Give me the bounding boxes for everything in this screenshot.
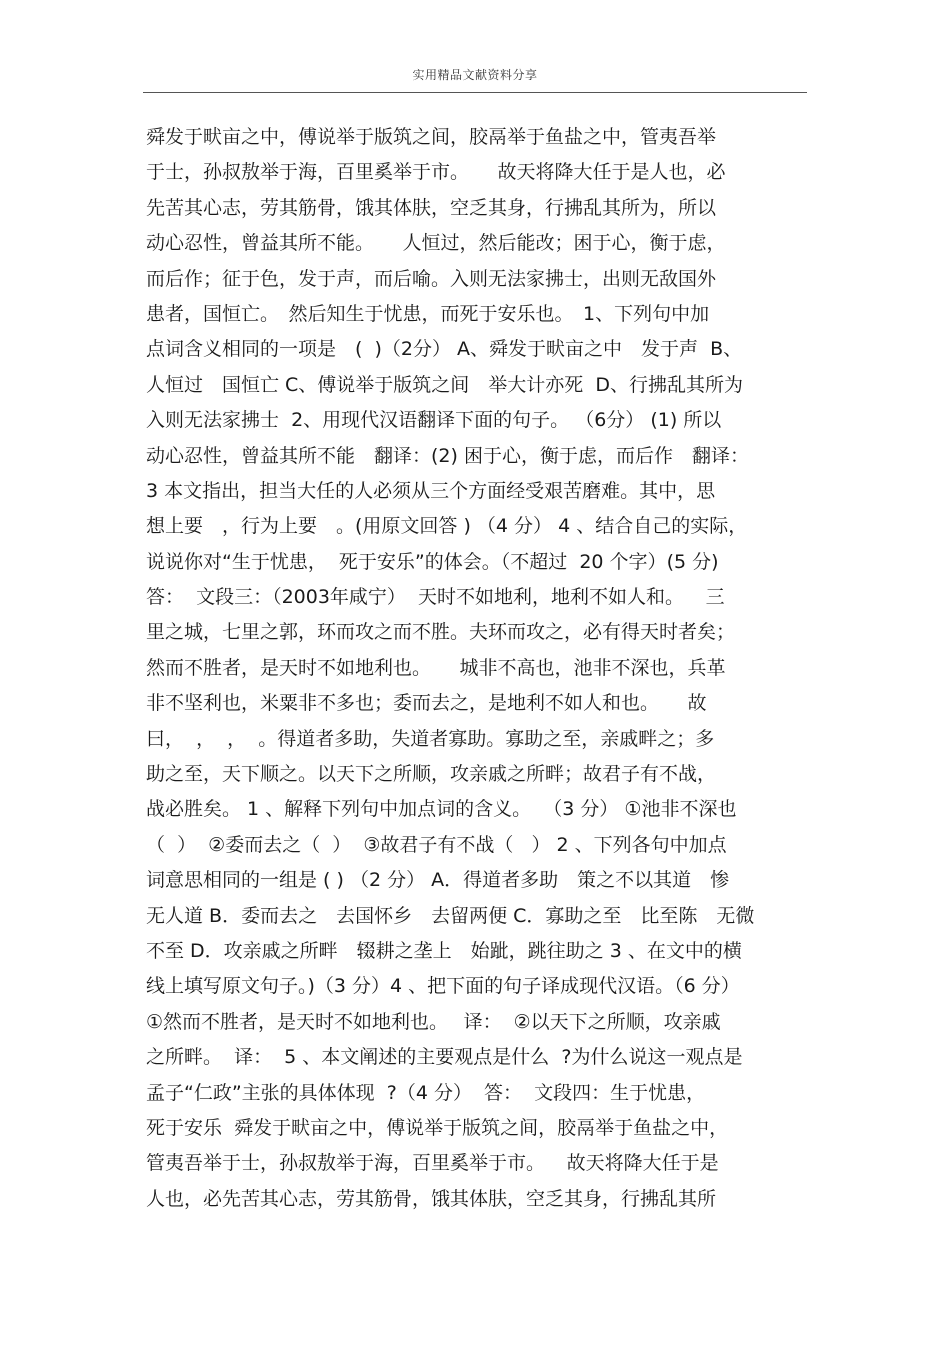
text-line: 然而不胜者，是天时不如地利也。 城非不高也，池非不深也，兵革 [146, 656, 726, 679]
text-line: 孟子“仁政”主张的具体体现 ?（4 分） 答： 文段四：生于忧患， [146, 1081, 706, 1104]
text-line: 患者，国恒亡。 然后知生于忧患，而死于安乐也。 1、下列句中加 [146, 302, 710, 325]
text-line: 无人道 B．委而去之 去国怀乡 去留两便 C．寡助之至 比至陈 无微 [146, 904, 755, 927]
text-line: 死于安乐 舜发于畎亩之中，傅说举于版筑之间，胶鬲举于鱼盐之中， [146, 1116, 729, 1139]
text-line: 人恒过 国恒亡 C、傅说举于版筑之间 举大计亦死 D、行拂乱其所为 [146, 373, 744, 396]
text-line: 想上要 ，行为上要 。(用原文回答 ) （4 分） 4 、结合自己的实际， [146, 515, 748, 538]
document-body [146, 120, 814, 1217]
text-line: 曰， ， ， 。得道者多助，失道者寡助。寡助之至，亲戚畔之；多 [146, 727, 715, 750]
text-line: 管夷吾举于士，孙叔敖举于海，百里奚举于市。 故天将降大任于是 [146, 1152, 719, 1175]
text-line: 线上填写原文句子。)（3 分）4 、把下面的句子译成现代汉语。（6 分） [146, 975, 740, 998]
text-line: 里之城，七里之郭，环而攻之而不胜。夫环而攻之，必有得天时者矣； [146, 621, 736, 644]
text-line: 动心忍性，曾益其所不能。 人恒过，然后能改；困于心，衡于虑， [146, 232, 726, 255]
text-line: 先苦其心志，劳其筋骨，饿其体肤，空乏其身，行拂乱其所为，所以 [146, 196, 717, 219]
text-line: 之所畔。 译： 5 、本文阐述的主要观点是什么 ?为什么说这一观点是 [146, 1046, 743, 1069]
text-line: 非不坚利也，米粟非不多也；委而去之，是地利不如人和也。 故 [146, 692, 707, 715]
text-line: 舜发于畎亩之中，傅说举于版筑之间，胶鬲举于鱼盐之中，管夷吾举 [146, 126, 717, 148]
text-line: 不至 D．攻亲戚之所畔 辍耕之垄上 始跐，跳往助之 3 、在文中的横 [146, 939, 742, 962]
text-line: 而后作；征于色，发于声，而后喻。入则无法家拂士，出则无敌国外 [146, 267, 717, 290]
text-line: 于士，孙叔敖举于海，百里奚举于市。 故天将降大任于是人也，必 [146, 161, 726, 184]
text-line: 3 本文指出，担当大任的人必须从三个方面经受艰苦磨难。其中，思 [146, 479, 716, 502]
text-line: 说说你对“生于忧患， 死于安乐”的体会。（不超过 20 个字）(5 分) [146, 550, 719, 573]
text-line: （ ） ②委而去之（ ） ③故君子有不战（ ） 2 、下列各句中加点 [146, 833, 727, 856]
header-divider [143, 92, 807, 93]
page-header: 实用精品文献资料分享 [412, 68, 538, 82]
text-line: 词意思相同的一组是 ( ) （2 分） A．得道者多助 策之不以其道 惨 [146, 869, 730, 892]
text-line: 答： 文段三：（2003年咸宁） 天时不如地利，地利不如人和。 三 [146, 586, 725, 609]
text-line: ①然而不胜者，是天时不如地利也。 译： ②以天下之所顺，攻亲戚 [146, 1010, 721, 1033]
text-line: 点词含义相同的一项是 ( )（2分） A、舜发于畎亩之中 发于声 B、 [146, 338, 743, 361]
text-line: 人也，必先苦其心志，劳其筋骨，饿其体肤，空乏其身，行拂乱其所 [146, 1187, 717, 1210]
text-line: 助之至，天下顺之。以天下之所顺，攻亲戚之所畔；故君子有不战， [146, 763, 717, 786]
text-line: 入则无法家拂士 2、用现代汉语翻译下面的句子。 （6分） (1) 所以 [146, 409, 722, 432]
text-line: 动心忍性，曾益其所不能 翻译：(2) 困于心，衡于虑，而后作 翻译： [146, 444, 749, 467]
text-line: 战必胜矣。 1 、解释下列句中加点词的含义。 （3 分） ①池非不深也 [146, 798, 737, 821]
